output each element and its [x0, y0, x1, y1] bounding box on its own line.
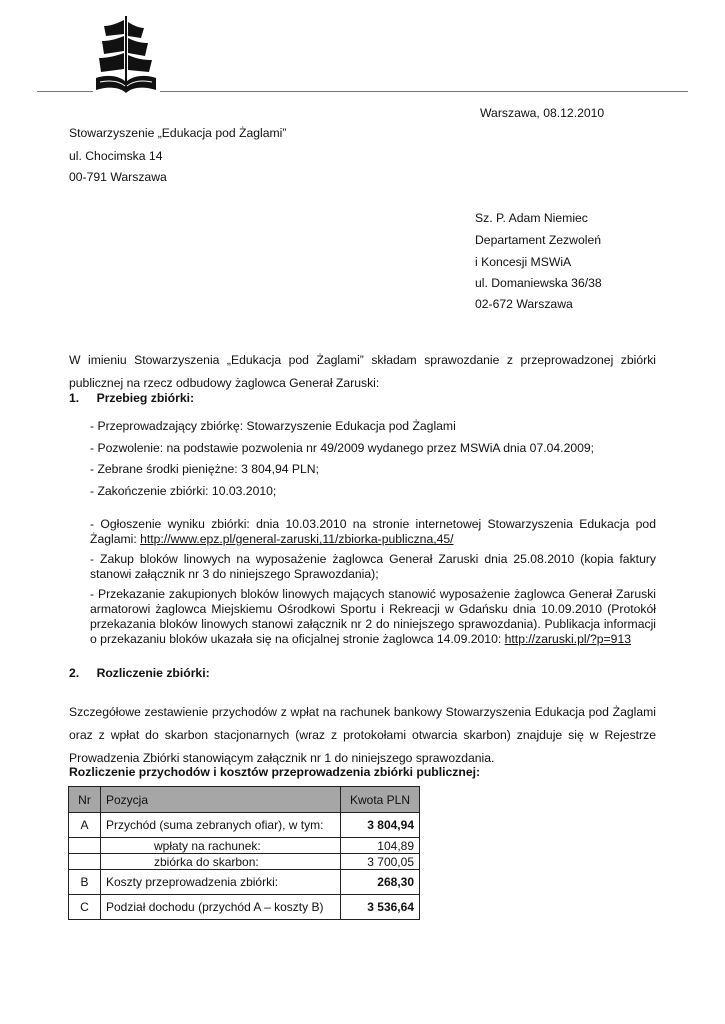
bullet-handover-text: - Przekazanie zakupionych bloków linowych mających stanowić wyposażenie żaglowca Generał Zaruski armatorowi żaglowca Miejskiemu Ośrodkowi Sportu i Rekreacji w Gdańsku dnia 10.09.2010 (Protokół przekazania bloków linowych stanowi załącznik nr 2 do niniejszego sprawozdania). Publikacja informacji o przekazaniu bloków ukazała się na oficjalnej stronie żaglowca 14.09.2010:	[90, 587, 656, 647]
section-1-number: 1.	[69, 391, 80, 405]
table-row	[69, 895, 420, 920]
recipient-line-1: Sz. P. Adam Niemiec	[475, 211, 588, 225]
header-rule-right	[160, 91, 688, 92]
row-nr	[69, 854, 101, 870]
zaruski-link[interactable]: http://zaruski.pl/?p=913	[504, 632, 631, 647]
sender-street: ul. Chocimska 14	[69, 149, 163, 163]
table-header-row	[69, 787, 420, 813]
row-value: 3 804,94	[341, 813, 420, 838]
section-2-heading	[69, 666, 210, 680]
section-2-number: 2.	[69, 666, 80, 680]
bullet-handover	[90, 587, 656, 647]
row-label: zbiórka do skarbon:	[101, 854, 341, 870]
header-rule-left	[37, 91, 93, 92]
bullet-organizer: - Przeprowadzający zbiórkę: Stowarzyszenie Edukacja pod Żaglami	[90, 419, 456, 433]
table-title: Rozliczenie przychodów i kosztów przeprowadzenia zbiórki publicznej:	[69, 765, 481, 779]
row-value: 3 536,64	[341, 895, 420, 920]
row-value: 104,89	[341, 838, 420, 854]
ship-logo-icon	[94, 14, 158, 97]
row-nr: B	[69, 870, 101, 895]
row-label: wpłaty na rachunek:	[101, 838, 341, 854]
sender-name: Stowarzyszenie „Edukacja pod Żaglami”	[69, 126, 287, 140]
row-nr: A	[69, 813, 101, 838]
section-1-heading	[69, 391, 194, 405]
bullet-announcement	[90, 517, 656, 547]
letter-date: Warszawa, 08.12.2010	[480, 106, 605, 120]
row-value: 3 700,05	[341, 854, 420, 870]
row-label: Koszty przeprowadzenia zbiórki:	[101, 870, 341, 895]
recipient-line-4: ul. Domaniewska 36/38	[475, 276, 602, 290]
epz-link[interactable]: http://www.epz.pl/general-zaruski,11/zbiorka-publiczna,45/	[140, 532, 454, 547]
bullet-announcement-text: - Ogłoszenie wyniku zbiórki: dnia 10.03.2010 na stronie internetowej Stowarzyszenia Edukacja pod Żaglami:	[90, 517, 656, 547]
header-pozycja: Pozycja	[101, 787, 341, 813]
row-nr: C	[69, 895, 101, 920]
sender-city: 00-791 Warszawa	[69, 170, 167, 184]
bullet-permit: - Pozwolenie: na podstawie pozwolenia nr 49/2009 wydanego przez MSWiA dnia 07.04.2009;	[90, 441, 595, 455]
row-label: Podział dochodu (przychód A – koszty B)	[101, 895, 341, 920]
table-row	[69, 870, 420, 895]
recipient-line-2: Departament Zezwoleń	[475, 233, 601, 247]
row-nr	[69, 838, 101, 854]
header-nr: Nr	[69, 787, 101, 813]
bullet-purchase: - Zakup bloków linowych na wyposażenie żaglowca Generał Zaruski dnia 25.08.2010 (kopia faktury stanowi załącznik nr 3 do niniejszego Sprawozdania);	[90, 552, 656, 582]
header-kwota: Kwota PLN	[341, 787, 420, 813]
table-row	[69, 854, 420, 870]
bullet-funds: - Zebrane środki pieniężne: 3 804,94 PLN;	[90, 462, 319, 476]
section-1-title: Przebieg zbiórki:	[96, 391, 195, 405]
table-row	[69, 838, 420, 854]
settlement-table	[68, 786, 420, 920]
recipient-line-5: 02-672 Warszawa	[475, 297, 573, 311]
row-value: 268,30	[341, 870, 420, 895]
table-row	[69, 813, 420, 838]
row-label: Przychód (suma zebranych ofiar), w tym:	[101, 813, 341, 838]
intro-paragraph: W imieniu Stowarzyszenia „Edukacja pod Żaglami” składam sprawozdanie z przeprowadzonej zbiórki publicznej na rzecz odbudowy żaglowca Generał Zaruski:	[69, 353, 656, 391]
settlement-paragraph: Szczegółowe zestawienie przychodów z wpłat na rachunek bankowy Stowarzyszenia Edukacja pod Żaglami oraz z wpłat do skarbon stacjonarnych (wraz z protokołami otwarcia skarbon) znajduje się w Rejestrze Prowadzenia Zbiórki stanowiącym załącznik nr 1 do niniejszego sprawozdania.	[69, 705, 656, 766]
recipient-line-3: i Koncesji MSWiA	[475, 255, 572, 269]
section-2-title: Rozliczenie zbiórki:	[96, 666, 210, 680]
bullet-end-date: - Zakończenie zbiórki: 10.03.2010;	[90, 484, 277, 498]
